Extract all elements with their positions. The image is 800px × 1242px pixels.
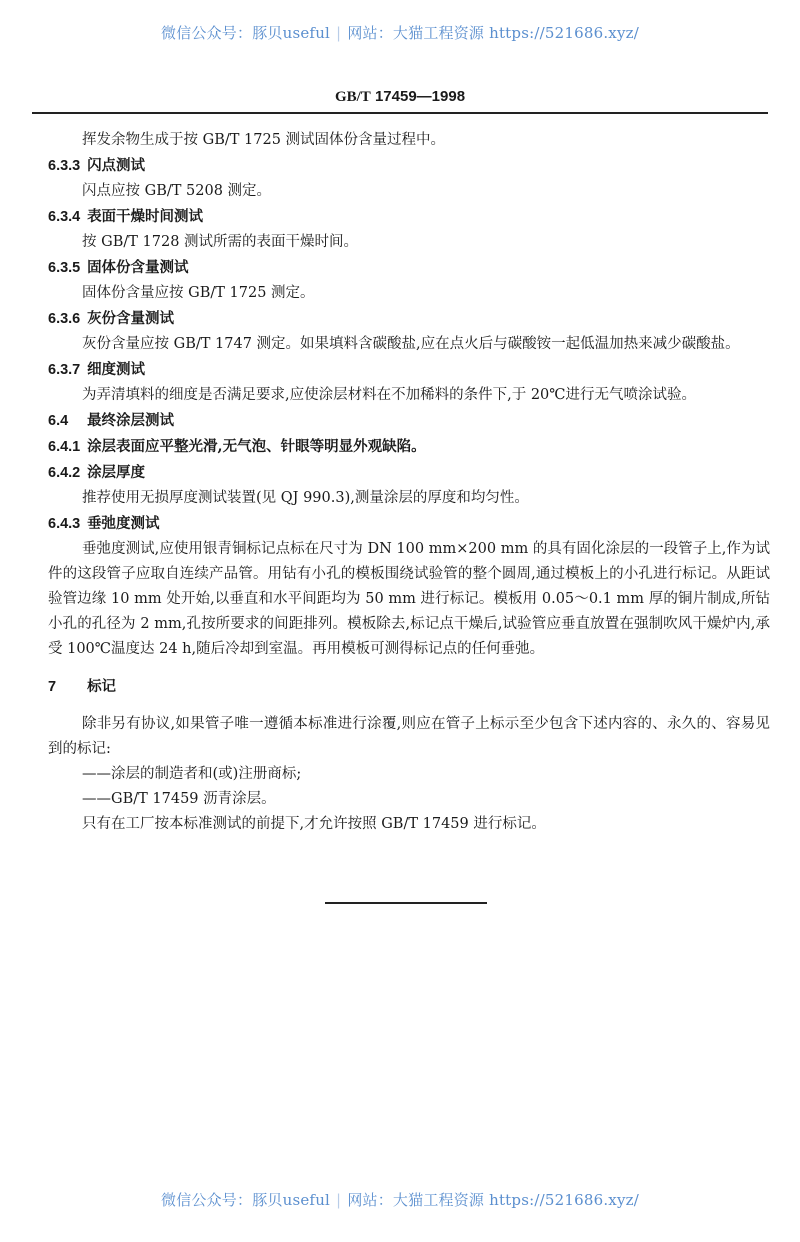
section-title: 闪点测试	[87, 157, 146, 174]
watermark-wechat: 微信公众号：豚贝useful	[161, 24, 331, 42]
standard-number: 17459—1998	[374, 88, 466, 105]
section-title: 固体份含量测试	[87, 259, 189, 276]
section-number: 6.4.2	[48, 465, 81, 481]
watermark-separator: |	[336, 24, 342, 42]
section-title: 涂层厚度	[87, 464, 146, 481]
section-6-4-heading	[48, 408, 770, 434]
watermark-website: 网站：大猫工程资源 https://521686.xyz/	[347, 24, 639, 42]
section-6-4-3-body: 垂弛度测试,应使用银青铜标记点标在尺寸为 DN 100 mm×200 mm 的具有固化涂层的一段管子上,作为试件的这段管子应取自连续产品管。用钻有小孔的模板围绕试验管的整个圆周,通过模板上的小孔进行标记。从距试验管边缘 10 mm 处开始,以垂直和水平间距均为 50 mm 进行标记。模板用 0.05～0.1 mm 厚的铜片制成,所钻小孔的孔径为 2 mm,孔按所要求的间距排列。模板除去,标记点干燥后,试验管应垂直放置在强制吹风干燥炉内,承受 100℃温度达 24 h,随后冷却到室温。再用模板可测得标记点的任何垂弛。	[48, 541, 770, 657]
section-6-3-5-body: 固体份含量应按 GB/T 1725 测定。	[82, 285, 315, 301]
section-number: 6.3.3	[48, 158, 81, 174]
document-header	[0, 88, 800, 106]
document-body	[48, 128, 770, 837]
section-number: 6.3.4	[48, 209, 81, 225]
section-title: 细度测试	[87, 361, 146, 378]
standard-code: GB/T	[334, 89, 371, 105]
section-title: 最终涂层测试	[87, 412, 175, 429]
header-rule	[32, 112, 768, 114]
section-number: 6.3.6	[48, 311, 81, 327]
section-number: 6.4	[48, 413, 69, 429]
end-of-document-rule	[325, 902, 487, 904]
section-6-3-3-body: 闪点应按 GB/T 5208 测定。	[82, 183, 272, 199]
section-title: 涂层表面应平整光滑,无气泡、针眼等明显外观缺陷。	[87, 438, 426, 455]
section-6-3-6-body: 灰份含量应按 GB/T 1747 测定。如果填料含碳酸盐,应在点火后与碳酸铵一起低温加热来减少碳酸盐。	[82, 336, 740, 352]
watermark-separator: |	[336, 1191, 342, 1209]
section-7-heading	[48, 674, 770, 700]
section-title: 垂弛度测试	[87, 515, 160, 532]
watermark-website: 网站：大猫工程资源 https://521686.xyz/	[347, 1191, 639, 1209]
section-number: 6.3.7	[48, 362, 81, 378]
section-6-3-3-heading	[48, 153, 770, 179]
section-number: 6.3.5	[48, 260, 81, 276]
section-number: 6.4.3	[48, 516, 81, 532]
section-6-3-7-heading	[48, 357, 770, 383]
section-6-3-4-heading	[48, 204, 770, 230]
section-7-body: 除非另有协议,如果管子唯一遵循本标准进行涂覆,则应在管子上标示至少包含下述内容的、永久的、容易见到的标记:	[48, 716, 770, 757]
section-6-3-5-heading	[48, 255, 770, 281]
section-6-3-4-body: 按 GB/T 1728 测试所需的表面干燥时间。	[82, 234, 359, 250]
section-title: 标记	[87, 678, 117, 695]
section-6-4-1-heading	[48, 434, 770, 460]
section-6-4-2-body: 推荐使用无损厚度测试装置(见 QJ 990.3),测量涂层的厚度和均匀性。	[82, 490, 529, 506]
section-6-3-7-body: 为弄清填料的细度是否满足要求,应使涂层材料在不加稀料的条件下,于 20℃进行无气喷涂试验。	[82, 387, 696, 403]
lead-paragraph: 挥发余物生成于按 GB/T 1725 测试固体份含量过程中。	[82, 132, 446, 148]
spacer	[48, 700, 770, 712]
section-number: 6.4.1	[48, 439, 81, 455]
watermark-bottom	[0, 1189, 800, 1210]
section-6-4-2-heading	[48, 460, 770, 486]
section-7-closing: 只有在工厂按本标准测试的前提下,才允许按照 GB/T 17459 进行标记。	[82, 816, 546, 832]
watermark-wechat: 微信公众号：豚贝useful	[161, 1191, 331, 1209]
section-6-3-6-heading	[48, 306, 770, 332]
section-6-4-3-heading	[48, 511, 770, 537]
section-title: 表面干燥时间测试	[87, 208, 204, 225]
marking-list-item: ——GB/T 17459 沥青涂层。	[82, 791, 276, 807]
section-title: 灰份含量测试	[87, 310, 175, 327]
spacer	[48, 662, 770, 674]
marking-list-item: ——涂层的制造者和(或)注册商标;	[82, 766, 302, 782]
section-number: 7	[48, 679, 57, 695]
watermark-top	[0, 22, 800, 43]
